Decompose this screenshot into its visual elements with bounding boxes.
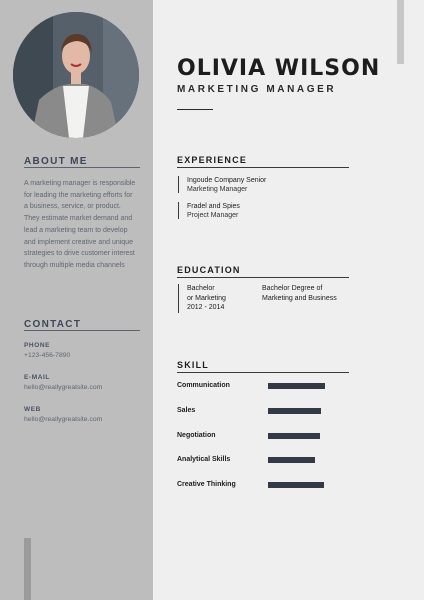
skill-heading: SKILL bbox=[177, 360, 209, 370]
web-value: hello@reallygreatsite.com bbox=[24, 416, 103, 423]
skill-divider bbox=[177, 372, 349, 373]
experience-marker bbox=[178, 202, 179, 219]
skill-bar bbox=[268, 408, 321, 414]
contact-heading: CONTACT bbox=[24, 319, 82, 330]
education-degree-line: Bachelor bbox=[187, 285, 215, 292]
phone-value: +123-456-7890 bbox=[24, 352, 71, 359]
about-line: a business, service, or product. bbox=[24, 203, 121, 211]
education-years: 2012 - 2014 bbox=[187, 304, 225, 311]
about-text bbox=[24, 178, 146, 272]
experience-divider bbox=[177, 167, 349, 168]
email-value: hello@reallygreatsite.com bbox=[24, 384, 103, 391]
about-line: strategies to drive customer interest bbox=[24, 250, 135, 258]
about-line: through multiple media channels bbox=[24, 261, 125, 269]
about-line: A marketing manager is responsible bbox=[24, 180, 136, 187]
person-name: OLIVIA WILSON bbox=[177, 56, 381, 81]
education-divider bbox=[177, 277, 349, 278]
experience-marker bbox=[178, 176, 179, 193]
education-heading: EDUCATION bbox=[177, 265, 241, 275]
experience-heading: EXPERIENCE bbox=[177, 155, 248, 165]
skill-name: Analytical Skills bbox=[177, 456, 231, 463]
about-heading: ABOUT ME bbox=[24, 156, 88, 167]
experience-subtitle: Marketing Manager bbox=[187, 186, 248, 193]
about-line: and implement creative and unique bbox=[24, 238, 133, 246]
education-marker bbox=[178, 284, 179, 313]
experience-subtitle: Project Manager bbox=[187, 212, 239, 219]
skill-name: Negotiation bbox=[177, 432, 216, 439]
skill-name: Sales bbox=[177, 407, 196, 414]
skill-bar bbox=[268, 383, 325, 389]
education-degree-line: Marketing and Business bbox=[262, 294, 337, 302]
about-line: lead a marketing team to develop bbox=[24, 226, 128, 234]
profile-photo bbox=[13, 12, 139, 138]
experience-title: Fradel and Spies bbox=[187, 203, 240, 210]
contact-divider bbox=[24, 330, 140, 331]
education-entry bbox=[262, 284, 337, 303]
phone-label: PHONE bbox=[24, 342, 51, 349]
skill-bar bbox=[268, 433, 320, 439]
skill-bar bbox=[268, 482, 324, 488]
decorative-bar-top bbox=[397, 0, 404, 64]
skill-name: Communication bbox=[177, 382, 230, 389]
skill-name: Creative Thinking bbox=[177, 481, 236, 488]
experience-title: Ingoude Company Senior bbox=[187, 177, 267, 184]
about-divider bbox=[24, 167, 140, 168]
education-entry bbox=[187, 284, 226, 313]
education-degree-line: Bachelor Degree of bbox=[262, 285, 323, 292]
web-label: WEB bbox=[24, 406, 41, 413]
email-label: E-MAIL bbox=[24, 374, 50, 381]
education-degree-line: or Marketing bbox=[187, 294, 226, 302]
skill-bar bbox=[268, 457, 315, 463]
about-line: for leading the marketing efforts for bbox=[24, 191, 133, 199]
job-title: MARKETING MANAGER bbox=[177, 84, 337, 95]
title-divider bbox=[177, 109, 213, 110]
decorative-bar-bottom bbox=[24, 538, 31, 600]
about-line: They estimate market demand and bbox=[24, 215, 133, 223]
